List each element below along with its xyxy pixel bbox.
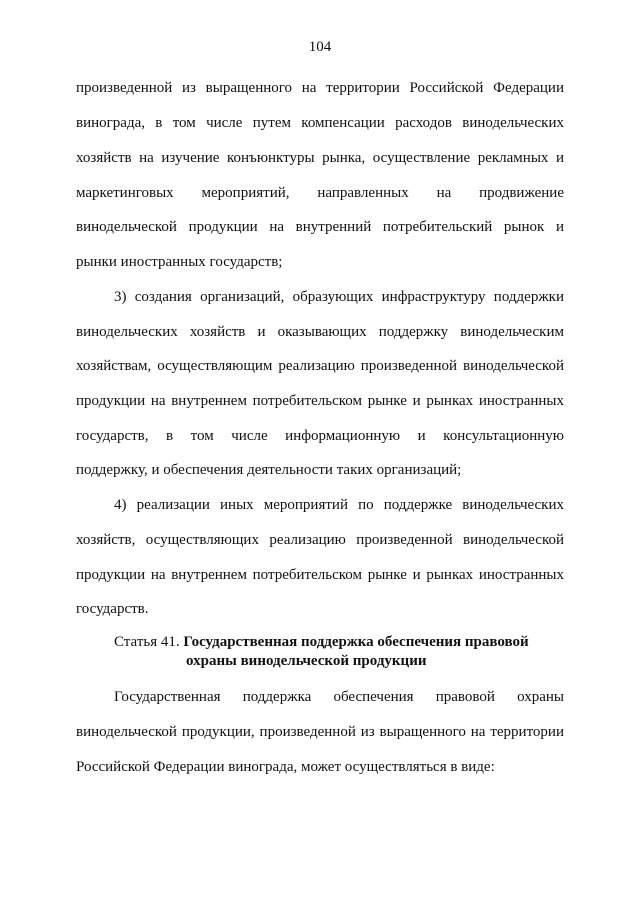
text-line: государств. [76, 601, 149, 617]
text-line: произведенной из выращенного на территории Российской Федерации [76, 80, 564, 96]
text-line: Российской Федерации винограда, может осуществляться в виде: [76, 759, 495, 775]
text-line: маркетинговых мероприятий, направленных на продвижение [76, 185, 564, 201]
paragraph-first-line: Государственная поддержка обеспечения правовой охраны [114, 689, 564, 705]
text-line: хозяйств, осуществляющих реализацию произведенной винодельческой [76, 532, 564, 548]
article-title: Государственная поддержка обеспечения правовой [183, 634, 529, 650]
text-line: хозяйств на изучение конъюнктуры рынка, осуществление рекламных и [76, 150, 564, 166]
text-line: поддержку, и обеспечения деятельности таких организаций; [76, 462, 462, 478]
paragraph-first-line: 4) реализации иных мероприятий по поддержке винодельческих [114, 497, 564, 513]
text-line: винограда, в том числе путем компенсации расходов винодельческих [76, 115, 564, 131]
text-line: продукции на внутреннем потребительском рынке и рынках иностранных [76, 393, 564, 409]
text-line: винодельческой продукции, произведенной из выращенного на территории [76, 724, 564, 740]
text-line: винодельческих хозяйств и оказывающих поддержку винодельческим [76, 324, 564, 340]
page-number: 104 [308, 39, 332, 55]
text-line: винодельческой продукции на внутренний потребительский рынок и [76, 219, 564, 235]
text-line: государств, в том числе информационную и консультационную [76, 428, 564, 444]
article-number: Статья 41. [114, 634, 180, 650]
article-title-continuation: охраны винодельческой продукции [186, 653, 427, 669]
text-line: продукции на внутреннем потребительском рынке и рынках иностранных [76, 567, 564, 583]
text-line: рынки иностранных государств; [76, 254, 283, 270]
text-line: хозяйствам, осуществляющим реализацию произведенной винодельческой [76, 358, 564, 374]
paragraph-first-line: 3) создания организаций, образующих инфраструктуру поддержки [114, 289, 564, 305]
article-heading [114, 633, 564, 652]
